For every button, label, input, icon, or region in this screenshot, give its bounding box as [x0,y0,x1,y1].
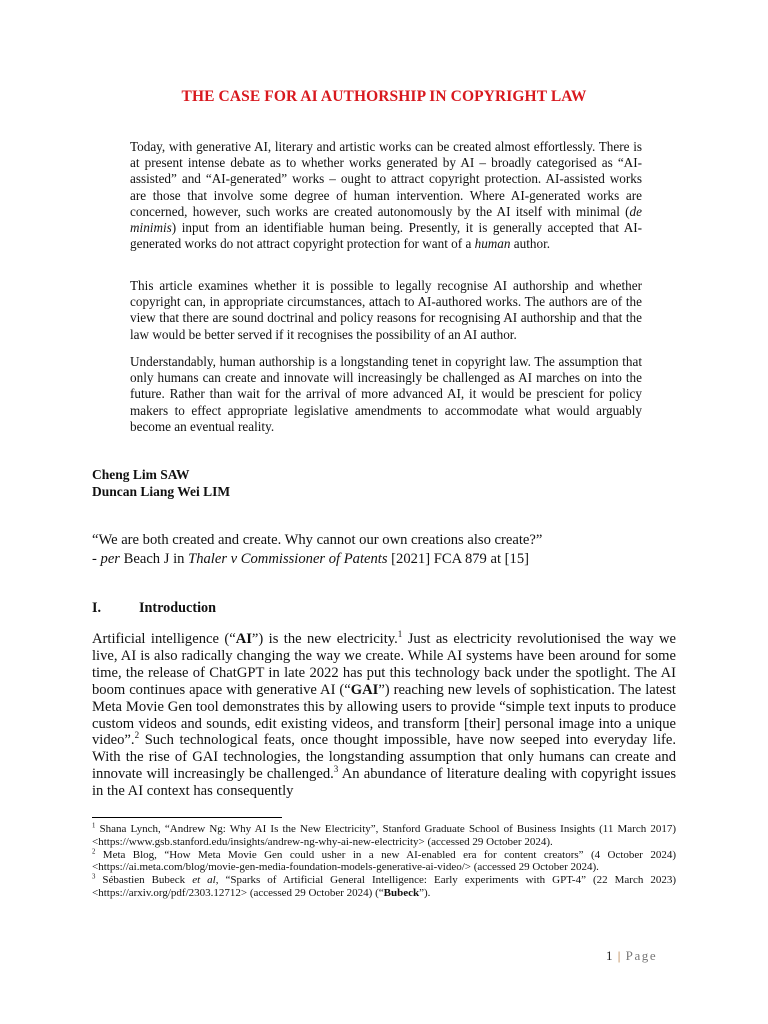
body-text: Such technological feats, once thought impossible, have now seeped into everyday life. With the rise of GAI technologies, the longstanding assumption that only humans can create and innovate will increasingly be challenged. [92,732,676,783]
author-name: Cheng Lim SAW [92,467,190,482]
footnote-number: 2 [92,847,96,855]
abstract-paragraph-2: This article examines whether it is possible to legally recognise AI authorship and whether copyright can, in appropriate circumstances, attach to AI-authored works. The authors are of the view that there are sound doctrinal and policy reasons for recognising AI authorship and that the law would be better served if it recognises the possibility of an AI author. [130,278,642,342]
epigraph-quote [92,531,682,568]
page-number-separator: | [617,948,621,963]
defined-term: AI [235,631,252,647]
quote-per: per [100,550,120,567]
author-name: Duncan Liang Wei LIM [92,484,231,499]
body-text: Artificial intelligence (“ [92,631,236,647]
footnote-number: 3 [92,873,96,881]
footnote-text: , “Sparks of Artificial General Intelligence: Early experiments with GPT-4” (22 March 2023) <https://arxiv.org/pdf/2303.12712> (accessed 29 October 2024) (“ [92,874,677,899]
abstract-text: ) input from an identifiable human being. Presently, it is generally accepted that AI-generated works do not attract copyright protection for want of a [130,220,642,252]
quote-citation: [2021] FCA 879 at [15] [387,550,530,567]
footnote-text: Meta Blog, “How Meta Movie Gen could usher in a new AI-enabled era for content creators” (4 October 2024) <https://ai.meta.com/blog/movie-gen-media-foundation-models-generative-ai-video/> (accessed 29 October 2024). [92,848,676,874]
footnote-number: 1 [92,822,96,830]
quote-text: “We are both created and create. Why cannot our own creations also create?” [92,532,543,548]
author-list [92,466,230,500]
body-paragraph [92,631,676,800]
body-text: ”) reaching new levels of sophistication. The latest Meta Movie Gen tool demonstrates this by allowing users to provide “simple text inputs to produce custom videos and sounds, edit existing videos, and transform [their] personal image into a unique video”. [92,681,676,749]
body-text: Just as electricity revolutionised the way we live, AI is also radically changing the way we create. While AI systems have been around for some time, the release of ChatGPT in late 2022 has put this technology back under the spotlight. The AI boom continues apace with generative AI (“ [92,631,676,698]
footnote-emphasis: et al [192,874,216,887]
footnote-text: Shana Lynch, “Andrew Ng: Why AI Is the New Electricity”, Stanford Graduate School of Business Insights (11 March 2017) <https://www.gsb.stanford.edu/insights/andrew-ng-why-ai-new-electricity> (accessed 29 October 2024). [92,823,676,848]
abstract-emphasis: human [474,236,511,252]
quote-attribution [92,550,682,569]
abstract-text: Today, with generative AI, literary and artistic works can be created almost effortlessly. There is at present intense debate as to whether works generated by AI – broadly categorised as “AI-assisted” and “AI-generated” works – ought to attract copyright protection. AI-assisted works are those that involve some degree of human intervention. Where AI-generated works are concerned, however, such works are created autonomously by the AI itself with minimal ( [130,139,642,219]
page-number-label: Page [625,948,658,963]
footnote [92,823,676,849]
footnote [92,874,676,900]
body-text: An abundance of literature dealing with copyright issues in the AI context has consequently [92,766,676,800]
footnote [92,849,676,875]
footnote-text: ”). [419,886,431,899]
footnote-ref[interactable]: 2 [134,730,140,741]
section-number: I. [92,600,102,616]
abstract-text: author. [510,236,551,252]
footnote-text: Sébastien Bubeck [95,874,193,887]
quote-prefix: - [92,550,101,567]
abstract-paragraph-1 [130,139,642,252]
page-number-value: 1 [606,948,613,963]
defined-term: GAI [350,681,379,698]
quote-case-name: Thaler v Commissioner of Patents [188,550,388,567]
footnote-ref[interactable]: 3 [333,764,339,775]
abstract-paragraph-3: Understandably, human authorship is a longstanding tenet in copyright law. The assumption that only humans can create and innovate will increasingly be challenged as AI marches on into the future. Rather than wait for the arrival of more advanced AI, it would be prescient for policy makers to effect appropriate legislative amendments to accommodate what would arguably become an eventual reality. [130,354,642,434]
body-text: ”) is the new electricity. [251,631,398,647]
footnotes [92,823,676,900]
footnote-defined-term: Bubeck [383,886,420,899]
quote-mid: Beach J in [119,550,189,567]
section-title: Introduction [139,600,216,616]
paper-title: THE CASE FOR AI AUTHORSHIP IN COPYRIGHT LAW [181,88,587,105]
page-number [606,948,657,964]
footnote-divider [92,817,282,818]
section-heading [92,600,216,617]
abstract-emphasis: de minimis [130,203,642,236]
footnote-ref[interactable]: 1 [397,629,403,640]
